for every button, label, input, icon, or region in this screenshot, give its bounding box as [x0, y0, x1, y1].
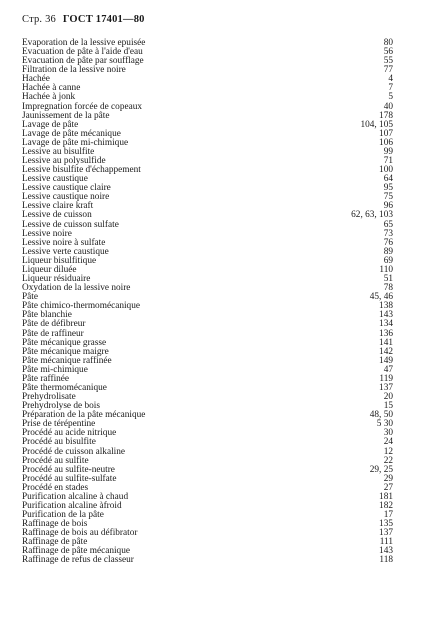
entry-page-numbers: 22	[383, 455, 393, 466]
entry-term: Procédé au sulfite-sulfate	[22, 473, 117, 484]
entry-page-numbers: 142	[379, 346, 393, 357]
index-entry	[22, 84, 393, 93]
entry-term: Lessive verte caustique	[22, 246, 109, 257]
entry-term: Procédé au acide nitrique	[22, 428, 117, 439]
entry-term: Lessive au polysulfide	[22, 156, 106, 167]
entry-term: Raffinage de refus de classeur	[22, 555, 134, 566]
entry-term: Lessive claire kraft	[22, 201, 94, 212]
entry-term: Evacuation de pâte à l'aide d'eau	[22, 47, 143, 58]
entry-term: Hachée	[22, 74, 50, 85]
entry-page-numbers: 65	[383, 219, 393, 230]
entry-page-numbers: 143	[379, 546, 393, 557]
entry-page-numbers: 48, 50	[369, 410, 393, 421]
entry-page-numbers: 141	[379, 337, 393, 348]
page-header	[22, 14, 145, 25]
entry-term: Procédé au sulfite-neutre	[22, 464, 115, 475]
entry-term: Raffinage de bois au défibrator	[22, 528, 138, 539]
entry-page-numbers: 47	[383, 364, 393, 375]
entry-term: Purification alcaline à chaud	[22, 491, 129, 502]
entry-page-numbers: 77	[383, 65, 393, 76]
entry-page-numbers: 136	[379, 328, 393, 339]
page-number: Стр. 36	[22, 14, 56, 25]
entry-page-numbers: 73	[383, 228, 393, 239]
entry-page-numbers: 29	[383, 473, 393, 484]
entry-page-numbers: 100	[379, 165, 393, 176]
entry-page-numbers: 110	[379, 264, 393, 275]
entry-page-numbers: 20	[383, 392, 393, 403]
index-entry	[22, 257, 393, 266]
entry-page-numbers: 64	[383, 174, 393, 185]
entry-page-numbers: 181	[379, 491, 393, 502]
entry-term: Hachée à canne	[22, 83, 81, 94]
index-entry	[22, 556, 393, 565]
index-entry	[22, 366, 393, 375]
entry-page-numbers: 27	[383, 482, 393, 493]
entry-page-numbers: 17	[383, 510, 393, 521]
index-entry	[22, 221, 393, 230]
entry-page-numbers: 7	[388, 83, 393, 94]
entry-term: Pâte de raffineur	[22, 328, 84, 339]
entry-term: Pâte raffinée	[22, 373, 70, 384]
entry-term: Liqueur diluée	[22, 264, 77, 275]
entry-page-numbers: 5 30	[376, 419, 393, 430]
entry-term: Procédé au bisulfite	[22, 437, 96, 448]
entry-term: Pâte de défibreur	[22, 319, 86, 330]
entry-term: Jaunissement de la pâte	[22, 110, 110, 121]
term-index-list	[22, 39, 393, 566]
entry-term: Pâte chimico-thermomécanique	[22, 301, 140, 312]
entry-term: Purification de la pâte	[22, 510, 104, 521]
entry-page-numbers: 135	[379, 519, 393, 530]
entry-term: Pâte mécanique raffinée	[22, 355, 112, 366]
index-entry	[22, 302, 393, 311]
entry-term: Lessive de cuisson	[22, 210, 92, 221]
entry-term: Lessive caustique noire	[22, 192, 110, 203]
entry-term: Lessive noire	[22, 228, 72, 239]
entry-term: Lessive bisulfite d'échappement	[22, 165, 141, 176]
entry-page-numbers: 51	[383, 274, 393, 285]
entry-term: Purification alcaline àfroid	[22, 500, 122, 511]
entry-page-numbers: 12	[383, 446, 393, 457]
entry-page-numbers: 89	[383, 246, 393, 257]
entry-page-numbers: 62, 63, 103	[351, 210, 393, 221]
entry-term: Lessive au bisulfite	[22, 146, 95, 157]
entry-term: Evacuation de pâte par soufflage	[22, 56, 144, 67]
entry-page-numbers: 149	[379, 355, 393, 366]
entry-page-numbers: 134	[379, 319, 393, 330]
entry-term: Procédé en stades	[22, 482, 89, 493]
entry-page-numbers: 111	[379, 537, 393, 548]
entry-term: Procédé au sulfite	[22, 455, 89, 466]
entry-term: Pâte blanchie	[22, 310, 72, 321]
entry-page-numbers: 56	[383, 47, 393, 58]
entry-page-numbers: 143	[379, 310, 393, 321]
entry-term: Hachée à jonk	[22, 92, 76, 103]
entry-page-numbers: 5	[388, 92, 393, 103]
entry-page-numbers: 107	[379, 128, 393, 139]
entry-page-numbers: 95	[383, 183, 393, 194]
entry-term: Lavage de pâte mécanique	[22, 128, 121, 139]
entry-term: Prehydrolyse de bois	[22, 401, 100, 412]
entry-term: Pâte thermomécanique	[22, 382, 107, 393]
entry-term: Pâte mécanique maigre	[22, 346, 109, 357]
entry-page-numbers: 118	[379, 555, 393, 566]
entry-term: Raffinage de pâte mécanique	[22, 546, 130, 557]
entry-term: Raffinage de bois	[22, 519, 88, 530]
index-entry	[22, 284, 393, 293]
entry-page-numbers: 4	[388, 74, 393, 85]
entry-page-numbers: 182	[379, 500, 393, 511]
entry-page-numbers: 99	[383, 146, 393, 157]
entry-term: Evaporation de la lessive epuisée	[22, 38, 146, 48]
index-entry	[22, 66, 393, 75]
entry-page-numbers: 106	[379, 137, 393, 148]
standard-code: ГОСТ 17401—80	[62, 14, 145, 25]
entry-term: Lessive caustique	[22, 174, 88, 185]
entry-term: Liqueur bisulfitique	[22, 255, 97, 266]
entry-term: Lessive de cuisson sulfate	[22, 219, 119, 230]
entry-term: Liqueur résiduaire	[22, 274, 91, 285]
entry-page-numbers: 75	[383, 192, 393, 203]
entry-term: Lavage de pâte	[22, 119, 79, 130]
entry-term: Préparation de la pâte mécanique	[22, 410, 146, 421]
entry-page-numbers: 45, 46	[369, 292, 393, 303]
entry-page-numbers: 30	[383, 428, 393, 439]
entry-term: Pâte mi-chimique	[22, 364, 88, 375]
entry-term: Oxydation de la lessive noire	[22, 283, 131, 294]
entry-term: Impregnation forcée de copeaux	[22, 101, 143, 112]
entry-term: Lessive caustique claire	[22, 183, 111, 194]
entry-page-numbers: 138	[379, 301, 393, 312]
entry-term: Lessive noire à sulfate	[22, 237, 106, 248]
entry-term: Lavage de pâte mi-chimique	[22, 137, 129, 148]
entry-page-numbers: 29, 25	[369, 464, 393, 475]
entry-page-numbers: 55	[383, 56, 393, 67]
entry-page-numbers: 137	[379, 382, 393, 393]
entry-page-numbers: 69	[383, 255, 393, 266]
entry-term: Prehydrolisate	[22, 392, 76, 403]
entry-page-numbers: 80	[383, 38, 393, 48]
entry-page-numbers: 76	[383, 237, 393, 248]
entry-term: Prise de térépentine	[22, 419, 96, 430]
entry-term: Raffinage de pâte	[22, 537, 88, 548]
entry-page-numbers: 78	[383, 283, 393, 294]
entry-term: Procédé de cuisson alkaline	[22, 446, 126, 457]
entry-page-numbers: 40	[383, 101, 393, 112]
entry-page-numbers: 96	[383, 201, 393, 212]
entry-page-numbers: 24	[383, 437, 393, 448]
index-entry	[22, 384, 393, 393]
entry-page-numbers: 15	[383, 401, 393, 412]
entry-term: Filtration de la lessive noire	[22, 65, 126, 76]
entry-term: Pâte	[22, 292, 39, 303]
entry-page-numbers: 119	[379, 373, 393, 384]
entry-term: Pâte mécanique grasse	[22, 337, 107, 348]
entry-page-numbers: 137	[379, 528, 393, 539]
entry-page-numbers: 104, 105	[360, 119, 393, 130]
entry-page-numbers: 178	[379, 110, 393, 121]
entry-page-numbers: 71	[383, 156, 393, 167]
